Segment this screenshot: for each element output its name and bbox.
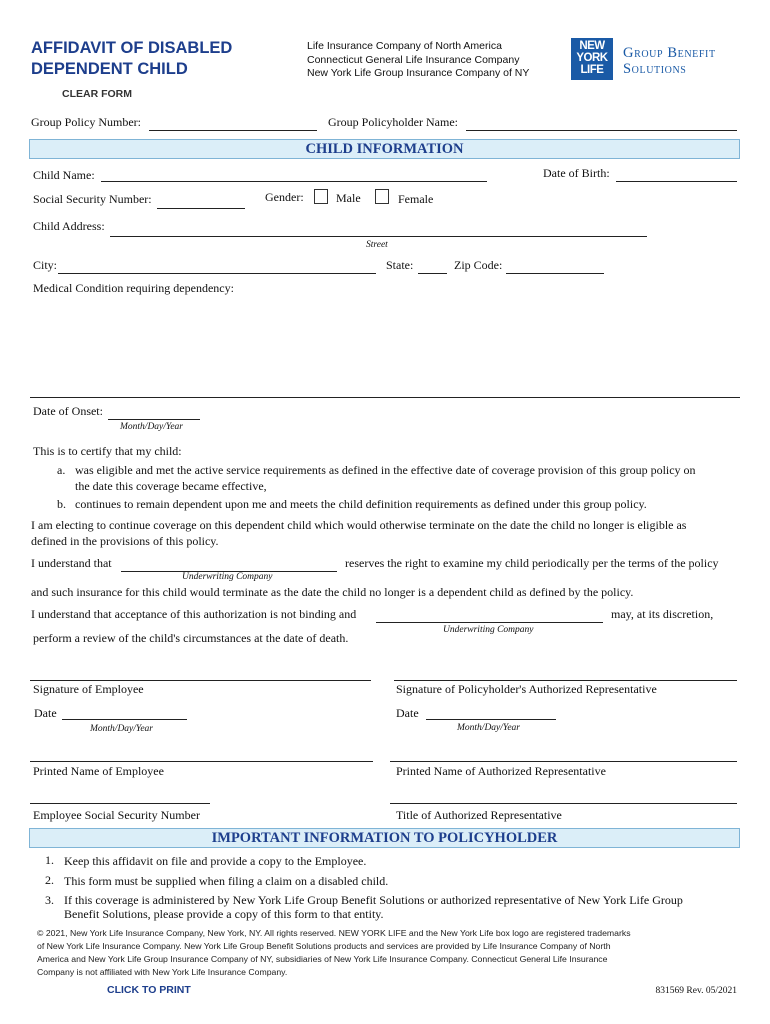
date-of-birth-label: Date of Birth: bbox=[543, 166, 610, 180]
important-item-2-number: 2. bbox=[45, 873, 54, 887]
child-address-field[interactable] bbox=[110, 236, 647, 237]
important-item-3-number: 3. bbox=[45, 893, 54, 907]
click-to-print-button[interactable]: CLICK TO PRINT bbox=[107, 984, 191, 996]
company-2: Connecticut General Life Insurance Company bbox=[307, 53, 520, 66]
representative-signature-field[interactable] bbox=[394, 680, 737, 681]
underwriting-company-caption-1: Underwriting Company bbox=[182, 572, 273, 582]
copyright-line-4: Company is not affiliated with New York Life Insurance Company. bbox=[37, 967, 288, 977]
zip-code-label: Zip Code: bbox=[454, 258, 503, 272]
ssn-label: Social Security Number: bbox=[33, 192, 152, 206]
male-label: Male bbox=[336, 191, 361, 205]
representative-printed-name-field[interactable] bbox=[390, 761, 737, 762]
employee-ssn-label: Employee Social Security Number bbox=[33, 808, 200, 822]
employee-date-caption: Month/Day/Year bbox=[90, 724, 153, 734]
item-a-line-1: was eligible and met the active service requirements as defined in the effective date of coverage provision of this group policy on bbox=[75, 463, 696, 477]
company-1: Life Insurance Company of North America bbox=[307, 40, 502, 52]
child-information-header: CHILD INFORMATION bbox=[29, 139, 740, 159]
representative-date-label: Date bbox=[396, 706, 419, 720]
representative-title-field[interactable] bbox=[390, 803, 737, 804]
group-policy-number-field[interactable] bbox=[149, 130, 317, 131]
certify-intro: This is to certify that my child: bbox=[33, 444, 182, 458]
company-3: New York Life Group Insurance Company of NY bbox=[307, 67, 530, 79]
employee-printed-name-label: Printed Name of Employee bbox=[33, 764, 164, 778]
form-number: 831569 Rev. 05/2021 bbox=[655, 986, 737, 996]
company-list bbox=[307, 40, 529, 81]
representative-printed-name-label: Printed Name of Authorized Representative bbox=[396, 764, 606, 778]
logo-line-3: LIFE bbox=[580, 64, 604, 76]
copyright-line-1: © 2021, New York Life Insurance Company, New York, NY. All rights reserved. NEW YORK LIFE and the New York Life box logo are registered trademarks bbox=[37, 928, 631, 938]
ssn-field[interactable] bbox=[157, 208, 245, 209]
onset-date-caption: Month/Day/Year bbox=[120, 422, 183, 432]
city-label: City: bbox=[33, 258, 58, 272]
understand-1-start: I understand that bbox=[31, 556, 112, 570]
important-item-1-number: 1. bbox=[45, 853, 54, 867]
item-b-text: continues to remain dependent upon me and meets the child definition requirements as defined under this group policy. bbox=[75, 497, 647, 511]
logo-line-1: NEW bbox=[579, 40, 605, 52]
child-name-field[interactable] bbox=[101, 181, 487, 182]
copyright-notice bbox=[37, 927, 737, 979]
employee-date-field[interactable] bbox=[62, 719, 187, 720]
group-benefit-solutions-logo bbox=[623, 45, 716, 77]
logo-text-1: Group Benefit bbox=[623, 45, 716, 61]
underwriting-company-field-2[interactable] bbox=[376, 622, 603, 623]
important-information-header: IMPORTANT INFORMATION TO POLICYHOLDER bbox=[29, 828, 740, 848]
understand-2-continued: perform a review of the child's circumstances at the date of death. bbox=[33, 631, 349, 645]
male-checkbox[interactable] bbox=[314, 189, 328, 204]
zip-code-field[interactable] bbox=[506, 273, 604, 274]
copyright-line-3: America and New York Life Group Insurance Company of NY, subsidiaries of New York Life Insurance Company. Connecticut General Life Insurance bbox=[37, 954, 608, 964]
title-line-2: DEPENDENT CHILD bbox=[31, 60, 188, 78]
understand-2-end: may, at its discretion, bbox=[611, 607, 714, 621]
medical-condition-label: Medical Condition requiring dependency: bbox=[33, 281, 234, 295]
underwriting-company-caption-2: Underwriting Company bbox=[443, 625, 534, 635]
elect-line-2: defined in the provisions of this policy. bbox=[31, 534, 219, 548]
female-label: Female bbox=[398, 192, 434, 206]
street-caption: Street bbox=[366, 240, 388, 250]
female-checkbox[interactable] bbox=[375, 189, 389, 204]
representative-signature-label: Signature of Policyholder's Authorized Representative bbox=[396, 682, 657, 696]
employee-ssn-field[interactable] bbox=[30, 803, 210, 804]
copyright-line-2: of New York Life Insurance Company. New York Life Group Benefit Solutions products and services are provided by Life Insurance Company of North bbox=[37, 941, 611, 951]
group-policy-number-label: Group Policy Number: bbox=[31, 115, 141, 129]
child-name-label: Child Name: bbox=[33, 168, 95, 182]
employee-signature-field[interactable] bbox=[30, 680, 371, 681]
logo-text-2: Solutions bbox=[623, 61, 687, 77]
clear-form-button[interactable]: CLEAR FORM bbox=[62, 88, 132, 100]
representative-date-field[interactable] bbox=[426, 719, 556, 720]
important-item-3-text: If this coverage is administered by New York Life Group Benefit Solutions or authorized representative of New York Life Group bbox=[64, 893, 683, 907]
representative-date-caption: Month/Day/Year bbox=[457, 723, 520, 733]
employee-printed-name-field[interactable] bbox=[30, 761, 373, 762]
date-of-onset-label: Date of Onset: bbox=[33, 404, 103, 418]
important-item-2-text: This form must be supplied when filing a claim on a disabled child. bbox=[64, 874, 389, 888]
representative-title-label: Title of Authorized Representative bbox=[396, 808, 562, 822]
gender-label: Gender: bbox=[265, 190, 304, 204]
new-york-life-logo bbox=[571, 38, 613, 80]
employee-signature-label: Signature of Employee bbox=[33, 682, 144, 696]
item-a-marker: a. bbox=[57, 463, 66, 477]
child-address-label: Child Address: bbox=[33, 219, 105, 233]
title-line-1: AFFIDAVIT OF DISABLED bbox=[31, 39, 233, 57]
item-a-line-2: the date this coverage became effective, bbox=[75, 479, 267, 493]
group-policyholder-name-label: Group Policyholder Name: bbox=[328, 115, 458, 129]
state-label: State: bbox=[386, 258, 414, 272]
date-of-birth-field[interactable] bbox=[616, 181, 737, 182]
logo-line-2: YORK bbox=[576, 52, 608, 64]
date-of-onset-field[interactable] bbox=[108, 419, 200, 420]
important-item-3-text-continued: Benefit Solutions, please provide a copy of this form to that entity. bbox=[64, 907, 384, 921]
understand-2-start: I understand that acceptance of this authorization is not binding and bbox=[31, 607, 357, 621]
state-field[interactable] bbox=[418, 273, 447, 274]
item-b-marker: b. bbox=[57, 497, 66, 511]
understand-1-continued: and such insurance for this child would terminate as the date the child no longer is a dependent child as defined by the policy. bbox=[31, 585, 634, 599]
form-title bbox=[31, 38, 271, 80]
elect-line-1: I am electing to continue coverage on this dependent child which would otherwise terminate on the date the child no longer is eligible as bbox=[31, 518, 687, 532]
understand-1-end: reserves the right to examine my child periodically per the terms of the policy bbox=[345, 556, 719, 570]
medical-condition-field[interactable] bbox=[30, 397, 740, 398]
employee-date-label: Date bbox=[34, 706, 57, 720]
group-policyholder-name-field[interactable] bbox=[466, 130, 737, 131]
city-field[interactable] bbox=[58, 273, 376, 274]
important-item-1-text: Keep this affidavit on file and provide a copy to the Employee. bbox=[64, 854, 367, 868]
